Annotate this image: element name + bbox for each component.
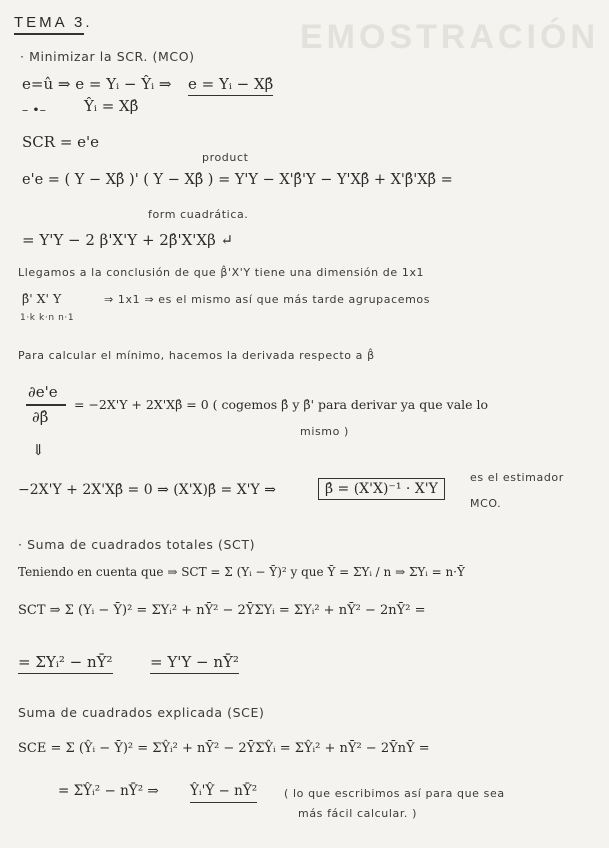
dash-mark: – •– xyxy=(22,102,46,117)
sct-result-2: = Y'Y − nȲ² xyxy=(150,654,239,674)
watermark: EMOSTRACIÓN xyxy=(300,18,599,56)
section3-heading: Suma de cuadrados explicada (SCE) xyxy=(18,705,265,720)
ols-estimator-box: β̂ = (X'X)⁻¹ · X'Y xyxy=(318,478,445,500)
sce-result: = ΣŶᵢ² − nȲ² ⇒ xyxy=(58,783,159,799)
sce-note-2: más fácil calcular. ) xyxy=(298,807,418,820)
note-quadratic: form cuadrática. xyxy=(148,208,249,221)
estimator-note: es el estimador xyxy=(470,471,564,484)
fraction-bar xyxy=(26,404,66,406)
derivative-intro: Para calcular el mínimo, hacemos la derivada respecto a β̂ xyxy=(18,349,375,362)
conclusion-line: Llegamos a la conclusión de que β̂'X'Y tiene una dimensión de 1x1 xyxy=(18,266,425,279)
sce-matrix: Ŷᵢ'Ŷ − nȲ² xyxy=(190,784,257,803)
ee-expansion: e'e = ( Y − Xβ̂ )' ( Y − Xβ̂ ) = Y'Y − X'β̂'Y − Y'Xβ̂ + X'β̂'Xβ̂ = xyxy=(22,172,453,188)
derivative-note: mismo ) xyxy=(300,425,349,438)
down-arrow: ⇓ xyxy=(32,441,45,459)
fitted-def: Ŷᵢ = Xβ̂ xyxy=(84,97,139,115)
estimator-note-mco: MCO. xyxy=(470,497,502,510)
dims-conclusion: ⇒ 1x1 ⇒ es el mismo así que más tarde agrupacemos xyxy=(104,293,431,306)
scr-def: SCR = e'e xyxy=(22,133,100,151)
sce-expansion: SCE = Σ (Ŷᵢ − Ȳ)² = ΣŶᵢ² + nȲ² − 2ȲΣŶᵢ = ΣŶᵢ² + nȲ² − 2ȲnȲ = xyxy=(18,741,430,756)
section2-heading: · Suma de cuadrados totales (SCT) xyxy=(18,537,256,552)
residual-formula: e = Yᵢ − Xβ̂ xyxy=(188,76,273,96)
normal-equations: −2X'Y + 2X'Xβ̂ = 0 ⇒ (X'X)β̂ = X'Y ⇒ xyxy=(18,482,276,498)
dims-terms: β̂' X' Y xyxy=(22,291,62,306)
residual-def: e=û ⇒ e = Yᵢ − Ŷᵢ ⇒ xyxy=(22,75,172,93)
title-underline xyxy=(14,33,84,35)
sce-note: ( lo que escribimos así para que sea xyxy=(284,787,505,800)
dims-labels: 1·k k·n n·1 xyxy=(20,313,75,323)
sct-result-1: = ΣYᵢ² − nȲ² xyxy=(18,654,113,674)
derivative-numerator: ∂e'e xyxy=(28,383,58,401)
sct-context: Teniendo en cuenta que ⇒ SCT = Σ (Yᵢ − Ȳ)² y que Ȳ = ΣYᵢ / n ⇒ ΣYᵢ = n·Ȳ xyxy=(18,565,465,579)
ee-simplified: = Y'Y − 2 β'X'Y + 2β̂'X'Xβ ↵ xyxy=(22,231,234,249)
sct-expansion: SCT ⇒ Σ (Yᵢ − Ȳ)² = ΣYᵢ² + nȲ² − 2ȲΣYᵢ = ΣYᵢ² + nȲ² − 2nȲ² = xyxy=(18,603,426,618)
page-title: TEMA 3. xyxy=(14,14,93,31)
section1-heading: · Minimizar la SCR. (MCO) xyxy=(20,49,195,64)
note-product: product xyxy=(202,151,249,164)
derivative-eq: = −2X'Y + 2X'Xβ̂ = 0 ( cogemos β̂ y β̂' para derivar ya que vale lo xyxy=(74,397,489,412)
derivative-denominator: ∂β̂ xyxy=(32,408,49,426)
